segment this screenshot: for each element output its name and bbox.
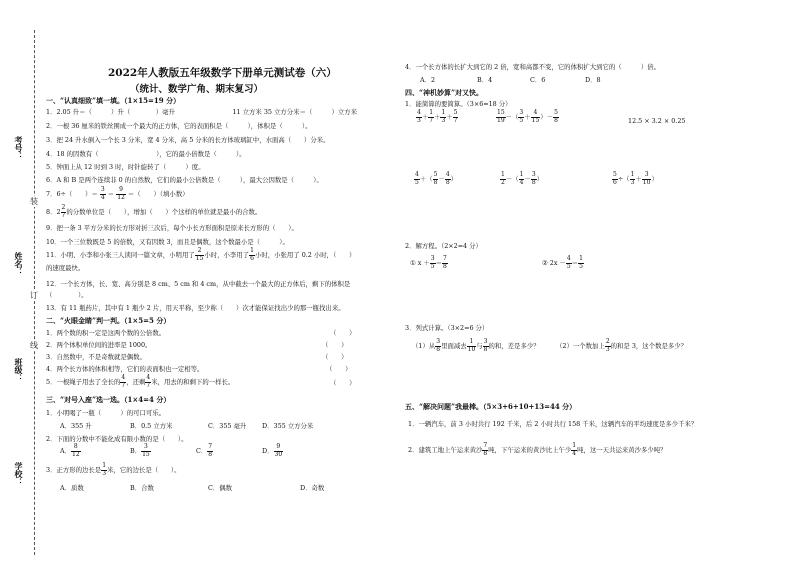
choice-1-option-a: A．355 升: [60, 422, 92, 430]
word-problem-2: 2．建筑工地上午运来黄沙 $\frac{7}{8}$ 吨，下午运来的黄沙比上午少 $\frac{1}{4}$ 吨，这一天共运来黄沙多少吨？: [408, 442, 667, 457]
judge-answer-4: （ ）: [326, 365, 352, 373]
section-5-heading: 五、“解决问题”我最棒。（5×3+6+10+13=44 分）: [405, 402, 577, 411]
choice-4-option-d: D．8: [585, 76, 601, 84]
fill-question-10: 10．一个三位数既是 5 的倍数，又有因数 3，而且是偶数，这个数最小是（ ）。: [46, 238, 289, 246]
judge-question-5: 5．一根绳子用去了全长的 $\frac{4}{7}$ ，还剩 $\frac{4}{7}$ 米，用去的和剩下的一样长。: [46, 374, 235, 389]
binding-char-zhuang: 装: [30, 197, 38, 206]
calc-expression-5: $\frac{1}{2}$ －（ $\frac{1}{4}$ － $\frac{3}{8}$ ）: [501, 171, 544, 186]
judge-answer-1: （ ）: [330, 329, 356, 337]
fill-question-8: 8．2 $\frac{2}{7}$ 的分数单位是（ ），增加（ ）个这样的单位就是最小的合数。: [46, 204, 262, 219]
section-4-heading: 四、“神机妙算”对又快。: [405, 88, 484, 97]
judge-question-1: 1．两个数的积一定是这两个数的公倍数。: [46, 329, 166, 337]
choice-question-4: 4．一个长方体的长扩大到它的 2 倍，宽和高都不变，它的体积扩大到它的（ ）倍。: [405, 63, 661, 71]
section-3-heading: 三、“对号入座”选一选。（1×4=4 分）: [46, 395, 171, 404]
choice-3-option-b: B．合数: [130, 484, 154, 492]
fill-question-7: [46, 187, 189, 201]
q7-fraction-2: $\frac{9}{12}$: [117, 186, 125, 201]
choice-2-option-a: A． $\frac{8}{12}$: [60, 443, 80, 458]
judge-question-2: 2．两个体积单位间的进率是 1000。: [46, 341, 152, 349]
word-calc-2: （2）一个数加上 $\frac{2}{3}$ 的和是 3，这个数是多少？: [556, 338, 688, 353]
calc-sub-heading-1: 1．能简算的要简算。（3×6=18 分）: [405, 100, 512, 108]
fill-question-5: 5．钟面上从 12 时到 3 时，时针旋转了（ ）度。: [46, 163, 205, 171]
fill-question-12: 12．一个长方体，长、宽、高分别是 8 cm、5 cm 和 4 cm，从中截去一个最大的正方体后，剩下的体积是: [46, 280, 351, 288]
calc-expression-3: 12.5 × 3.2 × 0.25: [628, 117, 686, 125]
choice-2-option-d: D． $\frac{9}{30}$: [262, 443, 283, 458]
binding-char-ding: 订: [30, 291, 38, 300]
equation-1: ① x ＋ $\frac{3}{5}$ ＝ $\frac{7}{8}$: [410, 255, 447, 270]
q11-fraction-2: $\frac{1}{6}$: [250, 247, 254, 262]
fill-question-12-cont: （ ）。: [46, 291, 88, 299]
j5-fraction-2: $\frac{4}{7}$: [146, 374, 151, 389]
choice-question-1: 1．小明喝了一瓶（ ）的可口可乐。: [46, 409, 166, 417]
word-problem-1: 1．一辆汽车，前 3 小时共行 192 千米，后 2 小时共行 158 千米，这辆汽车的平均速度是多少千米？: [408, 420, 698, 428]
exam-number-label: 考号：: [14, 136, 24, 160]
calc-sub-heading-3: 3．列式计算。（3×2=6 分）: [405, 324, 489, 332]
fill-question-4: 4．18 的因数有（ ），它的最小倍数是（ ）。: [46, 150, 246, 158]
judge-answer-3: （ ）: [322, 353, 348, 361]
c3-fraction: $\frac{1}{3}$: [102, 462, 107, 477]
choice-1-option-b: B．0.5 立方米: [130, 422, 173, 430]
choice-1-option-d: D．355 立方分米: [262, 422, 314, 430]
choice-4-option-b: B．4: [477, 76, 493, 84]
fill-question-6: 6．A 和 B 是两个连续非 0 的自然数，它们的最小公倍数是（ ），最大公因数是（ ）。: [46, 176, 323, 184]
judge-answer-2: （ ）: [322, 341, 348, 349]
section-1-heading: 一、“认真细致”填一填。（1×15=19 分）: [46, 96, 181, 105]
j5-fraction-1: $\frac{4}{7}$: [121, 374, 126, 389]
calc-expression-2: $\frac{15}{19}$ －（ $\frac{3}{5}$ ＋ $\frac{4}{15}$ ）－ $\frac{5}{8}$: [497, 109, 558, 124]
page-title: 2022年人教版五年级数学下册单元测试卷（六）: [108, 67, 337, 79]
class-label: 班级：: [14, 358, 24, 382]
q7-text-end: ＝（ ）（填小数）: [127, 190, 189, 198]
calc-sub-heading-2: 2．解方程。（2×2=4 分）: [405, 242, 482, 250]
q11-fraction-1: $\frac{2}{15}$: [195, 247, 204, 262]
section-2-heading: 二、“火眼金睛”判一判。（1×5=5 分）: [46, 316, 171, 325]
fill-question-2: 2．一根 36 厘米的铁丝围成一个最大的正方体，它的表面积是（ ），体积是（ ）。: [46, 122, 312, 130]
page-subtitle: （统计、数学广角、期末复习）: [130, 84, 264, 95]
choice-2-option-b: B． $\frac{3}{15}$: [130, 443, 150, 458]
q7-text-start: 7．6÷（ ）＝: [46, 190, 98, 198]
q7-fraction-1: $\frac{3}{4}$: [100, 186, 105, 201]
fill-question-13: 13．有 11 瓶药片，其中有 1 瓶少 2 片，用天平称，至少称（ ）次才能保证找出少的那一瓶找出来。: [46, 304, 345, 312]
choice-4-option-c: C．6: [530, 76, 546, 84]
fill-question-3: 3．把 24 升水倒入一个长 3 分米，宽 4 分米，高 5 分米的长方体玻璃缸中，水面高（ ）分米。: [46, 136, 330, 144]
choice-3-option-c: C．偶数: [208, 484, 233, 492]
student-name-label: 姓名：: [14, 252, 24, 276]
school-label: 学校：: [14, 462, 24, 486]
calc-expression-1: $\frac{4}{3}$ ＋ $\frac{1}{7}$ ＋ $\frac{1}{3}$ ＋ $\frac{5}{7}$: [417, 109, 458, 124]
equation-2: ② 2x － $\frac{4}{5}$ ＝ $\frac{1}{5}$: [542, 255, 583, 270]
binding-char-xian: 线: [30, 341, 38, 350]
judge-answer-5: （ ）: [330, 379, 356, 387]
q8-fraction: $\frac{2}{7}$: [61, 204, 66, 219]
choice-question-2: 2．下面的分数中不能化成有限小数的是（ ）。: [46, 435, 188, 443]
fill-question-11: 11．小明、小李和小张三人读同一篇文章，小明用了 $\frac{2}{15}$ 小时，小李用了 $\frac{1}{6}$ 小时，小张用了 0.2 小时，（ ）: [46, 247, 356, 262]
choice-question-3: 3．正方形的边长是 $\frac{1}{3}$ 米，它的边长是（ ）。: [46, 462, 181, 477]
choice-3-option-d: D．奇数: [300, 484, 325, 492]
word-calc-1: （1）从 $\frac{3}{8}$ 里面减去 $\frac{1}{10}$ 与 $\frac{3}{8}$ 的和，差是多少？: [412, 338, 540, 353]
calc-expression-4: $\frac{4}{5}$ ＋（ $\frac{5}{8}$ － $\frac{4}{8}$ ）: [415, 171, 458, 186]
fill-question-11-cont: 的速度最快。: [46, 264, 85, 272]
q7-equals: ＝: [107, 190, 115, 198]
judge-question-4: 4．两个长方体的体积相等，它们的表面积也一定相等。: [46, 365, 204, 373]
choice-4-option-a: A．2: [420, 76, 436, 84]
choice-3-option-a: A．质数: [60, 484, 84, 492]
fill-question-1: 1．2.05 升＝（ ）升（ ）毫升 11 立方米 35 立方分米＝（ ）立方米: [46, 108, 358, 116]
calc-expression-6: $\frac{5}{6}$ ÷（ $\frac{1}{3}$ ＋ $\frac{3}{10}$ ）: [613, 171, 658, 186]
fill-question-9: 9．把一条 3 平方分米的长方形对折三次后，每个小长方形面积是原来长方形的（ ）。: [46, 224, 298, 232]
choice-2-option-c: C． $\frac{7}{8}$: [196, 443, 213, 458]
choice-1-option-c: C．355 毫升: [208, 422, 247, 430]
judge-question-3: 3．自然数中，不是奇数就是偶数。: [46, 353, 146, 361]
